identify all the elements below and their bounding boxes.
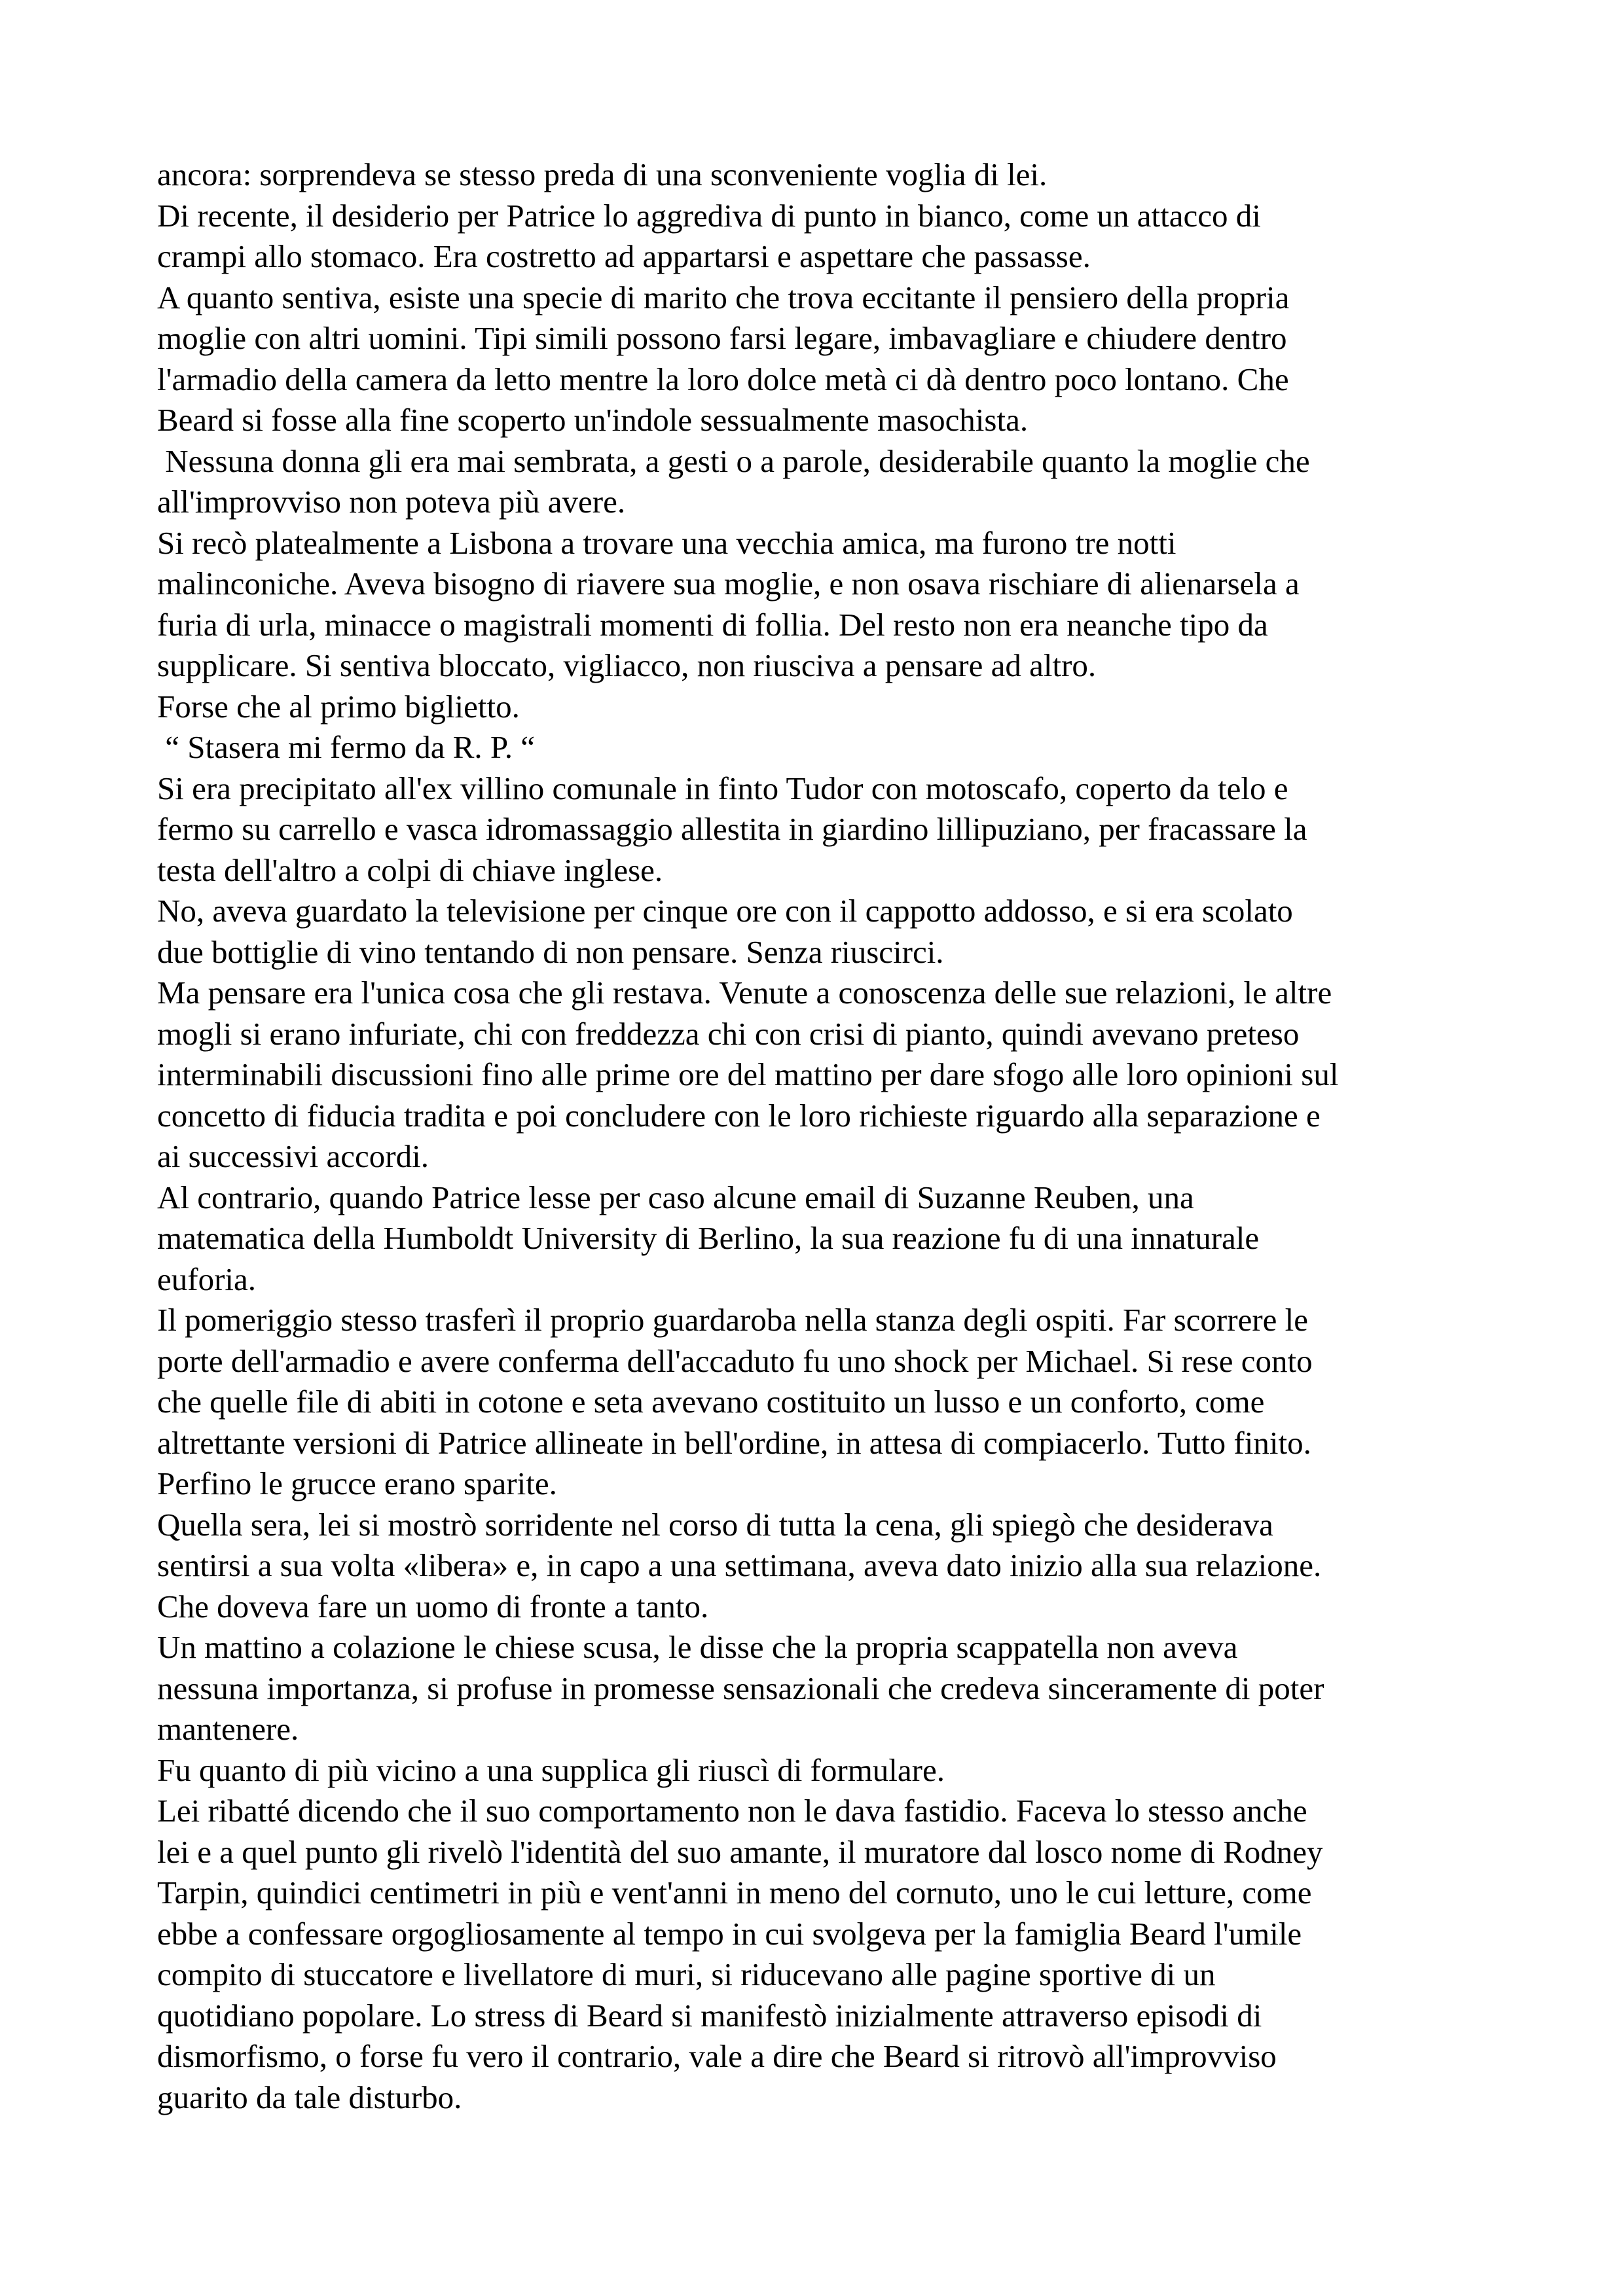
text-line: lei e a quel punto gli rivelò l'identità del suo amante, il muratore dal losco nome di Rodney: [157, 1833, 1323, 1870]
text-line: A quanto sentiva, esiste una specie di marito che trova eccitante il pensiero della propria: [157, 279, 1290, 315]
text-line: due bottiglie di vino tentando di non pensare. Senza riuscirci.: [157, 933, 944, 970]
text-line: ebbe a confessare orgogliosamente al tempo in cui svolgeva per la famiglia Beard l'umile: [157, 1915, 1302, 1952]
text-line: Al contrario, quando Patrice lesse per caso alcune email di Suzanne Reuben, una: [157, 1179, 1194, 1215]
text-line: nessuna importanza, si profuse in promesse sensazionali che credeva sinceramente di poter: [157, 1670, 1324, 1706]
text-line: Ma pensare era l'unica cosa che gli restava. Venute a conoscenza delle sue relazioni, le altre: [157, 975, 1332, 1011]
text-line: Di recente, il desiderio per Patrice lo aggrediva di punto in bianco, come un attacco di: [157, 197, 1261, 234]
text-line: crampi allo stomaco. Era costretto ad appartarsi e aspettare che passasse.: [157, 238, 1091, 274]
text-line: Un mattino a colazione le chiese scusa, le disse che la propria scappatella non aveva: [157, 1629, 1238, 1665]
text-line: ai successivi accordi.: [157, 1138, 429, 1174]
text-line: altrettante versioni di Patrice allineate in bell'ordine, in attesa di compiacerlo. Tutto finito.: [157, 1424, 1311, 1461]
text-line: Nessuna donna gli era mai sembrata, a gesti o a parole, desiderabile quanto la moglie che: [157, 442, 1310, 479]
text-line: supplicare. Si sentiva bloccato, vigliacco, non riusciva a pensare ad altro.: [157, 647, 1097, 683]
text-line: porte dell'armadio e avere conferma dell'accaduto fu uno shock per Michael. Si rese conto: [157, 1342, 1313, 1379]
text-line: Il pomeriggio stesso trasferì il proprio guardaroba nella stanza degli ospiti. Far scorrere le: [157, 1302, 1308, 1338]
text-line: matematica della Humboldt University di Berlino, la sua reazione fu di una innaturale: [157, 1220, 1260, 1256]
text-line: moglie con altri uomini. Tipi simili possono farsi legare, imbavagliare e chiudere dentro: [157, 320, 1287, 356]
text-line: “ Stasera mi fermo da R. P. “: [157, 729, 535, 765]
text-line: mogli si erano infuriate, chi con freddezza chi con crisi di pianto, quindi avevano preteso: [157, 1015, 1300, 1052]
text-line: dismorfismo, o forse fu vero il contrario, vale a dire che Beard si ritrovò all'improvviso: [157, 2038, 1277, 2074]
text-line: sentirsi a sua volta «libera» e, in capo a una settimana, aveva dato inizio alla sua relazione.: [157, 1547, 1322, 1583]
text-line: Quella sera, lei si mostrò sorridente nel corso di tutta la cena, gli spiegò che desiderava: [157, 1506, 1273, 1543]
text-line: testa dell'altro a colpi di chiave inglese.: [157, 852, 663, 888]
text-line: che quelle file di abiti in cotone e seta avevano costituito un lusso e un conforto, come: [157, 1384, 1265, 1420]
text-line: compito di stuccatore e livellatore di muri, si riducevano alle pagine sportive di un: [157, 1956, 1216, 1992]
text-line: quotidiano popolare. Lo stress di Beard si manifestò inizialmente attraverso episodi di: [157, 1997, 1262, 2034]
text-line: fermo su carrello e vasca idromassaggio allestita in giardino lillipuziano, per fracassare la: [157, 811, 1307, 847]
text-line: malinconiche. Aveva bisogno di riavere sua moglie, e non osava rischiare di alienarsela a: [157, 565, 1300, 601]
text-line: ancora: sorprendeva se stesso preda di una sconveniente voglia di lei.: [157, 156, 1048, 192]
text-line: guarito da tale disturbo.: [157, 2079, 462, 2115]
text-line: [157, 2118, 1480, 2159]
text-line: Si era precipitato all'ex villino comunale in finto Tudor con motoscafo, coperto da telo e: [157, 770, 1288, 806]
text-line: furia di urla, minacce o magistrali momenti di follia. Del resto non era neanche tipo da: [157, 606, 1268, 643]
text-line: concetto di fiducia tradita e poi concludere con le loro richieste riguardo alla separazione e: [157, 1097, 1321, 1134]
text-line: No, aveva guardato la televisione per cinque ore con il cappotto addosso, e si era scolato: [157, 893, 1293, 929]
text-line: Fu quanto di più vicino a una supplica gli riuscì di formulare.: [157, 1751, 945, 1788]
text-line: Si recò platealmente a Lisbona a trovare una vecchia amica, ma furono tre notti: [157, 524, 1176, 561]
text-line: l'armadio della camera da letto mentre la loro dolce metà ci dà dentro poco lontano. Che: [157, 361, 1289, 397]
document-page: [157, 154, 1480, 2159]
text-line: all'improvviso non poteva più avere.: [157, 484, 626, 520]
text-line: Forse che al primo biglietto.: [157, 688, 520, 725]
text-line: Lei ribatté dicendo che il suo comportamento non le dava fastidio. Faceva lo stesso anche: [157, 1793, 1307, 1829]
text-line: euforia.: [157, 1261, 256, 1297]
text-line: Tarpin, quindici centimetri in più e vent'anni in meno del cornuto, uno le cui letture, come: [157, 1874, 1312, 1910]
text-line: mantenere.: [157, 1711, 299, 1747]
text-line: Che doveva fare un uomo di fronte a tanto.: [157, 1588, 709, 1624]
text-line: Perfino le grucce erano sparite.: [157, 1465, 557, 1501]
text-line: interminabili discussioni fino alle prime ore del mattino per dare sfogo alle loro opinioni sul: [157, 1056, 1339, 1092]
text-line: Beard si fosse alla fine scoperto un'indole sessualmente masochista.: [157, 402, 1029, 438]
